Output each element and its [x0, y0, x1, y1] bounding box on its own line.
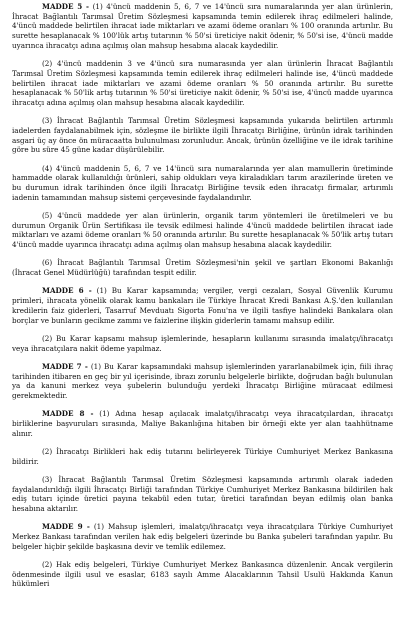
- paragraph-text: (2) 4'üncü maddenin 3 ve 4'üncü sıra numarasında yer alan ürünlerin İhracat Bağlantılı Tarımsal Üretim Sözleşmesi kapsamında temin edilerek ihraç edilmeleri halinde ise, 4'üncü maddede belirtilen ihracat iade miktarları ve azami ödeme oranları % 50 oranında artırılır. Bu surette hesaplanacak % 50'lik artış tutarının % 50'si üreticiye nakit ödenir, % 50'si ise, 4'üncü madde uyarınca ihracatçı adına açılmış olan mahsup hesabına alacak kaydedilir.: [12, 59, 393, 107]
- paragraph-text: (1) Bu Karar kapsamındaki mahsup işlemlerinden yararlanabilmek için, fiili ihraç tarihinden itibaren en geç bir yıl içerisinde, ibrazı zorunlu belgelerle birlikte, doğrudan bağlı bulunulan ya da kanuni merkez veya şubelerin bulunduğu yerdeki İhracatçı Birliğine müracaat edilmesi gerekmektedir.: [12, 361, 393, 400]
- paragraph-madde-5-5: [12, 211, 393, 250]
- article-heading: MADDE 9 -: [42, 522, 90, 532]
- paragraph-madde-8-2: [12, 447, 393, 466]
- paragraph-madde-9-2: [12, 560, 393, 589]
- paragraph-madde-5-2: [12, 59, 393, 108]
- paragraph-text: (1) Mahsup işlemleri, imalatçı/ihracatçı veya ihracatçılara Türkiye Cumhuriyet Merkez Bankası tarafından verilen hak ediş belgeleri üzerinde bu Banka şubeleri tarafından yapılır. Bu belgeler hiçbir şekilde başkasına devir ve temlik edilemez.: [12, 522, 393, 551]
- paragraph-text: (2) Bu Karar kapsamı mahsup işlemlerinde, hesapların kullanımı sırasında imalatçı/ihracatçı veya ihracatçılara nakit ödeme yapılmaz.: [12, 333, 393, 353]
- article-heading: MADDE 7 -: [42, 361, 88, 371]
- paragraph-text: (3) İhracat Bağlantılı Tarımsal Üretim Sözleşmesi kapsamında yukarıda belirtilen artırımlı iadelerden faydalanabilmek için, sözleşme ile birlikte ilgili İhracatçı Birliğine, ürünün idrak tarihinden asgari üç ay önce ön müracaatta bulunulması zorunludur. Ancak, ürünün özelliğine ve ile idrak tarihine göre bu süre 45 güne kadar düşürülebilir.: [12, 116, 393, 155]
- paragraph-madde-7-1: [12, 362, 393, 401]
- paragraph-madde-6-2: [12, 334, 393, 353]
- paragraph-madde-5-4: [12, 164, 393, 203]
- paragraph-text: (1) Bu Karar kapsamında; vergiler, vergi cezaları, Sosyal Güvenlik Kurumu primleri, ihracata yönelik olarak kamu bankaları ile Türkiye İhracat Kredi Bankası A.Ş.'den kullanılan kredilerin faiz giderleri, Tasarruf Mevduatı Sigorta Fonu'na ve ilgili tasfiye halindeki Bankalara olan borçlar ve bunların gecikme zammı ve faizlerine ilişkin giderlerin tamamı mahsup edilir.: [12, 286, 394, 325]
- paragraph-madde-6-1: [12, 286, 393, 325]
- paragraph-text: (6) İhracat Bağlantılı Tarımsal Üretim Sözleşmesi'nin şekil ve şartları Ekonomi Bakanlığı (İhracat Genel Müdürlüğü) tarafından tespit edilir.: [12, 258, 393, 278]
- paragraph-text: (5) 4'üncü maddede yer alan ürünlerin, organik tarım yöntemleri ile üretilmeleri ve bu durumun Organik Ürün Sertifikası ile tevsik edilmesi halinde 4'üncü maddede belirtilen ihracat iade miktarları ve azami ödeme oranları % 50 oranında artırılır. Bu surette hesaplanacak % 50'lik artış tutarı 4'üncü madde uyarınca ihracatçı adına açılmış olan mahsup hesabına alacak kaydedilir.: [12, 211, 393, 250]
- paragraph-text: (1) Adına hesap açılacak imalatçı/ihracatçı veya ihracatçılardan, ihracatçı birliklerine başvuruları sırasında, Maliye Bakanlığına hitaben bir örneği ekte yer alan taahhütname alınır.: [12, 409, 393, 438]
- article-heading: MADDE 5 -: [42, 2, 90, 11]
- paragraph-madde-8-1: [12, 409, 393, 438]
- article-heading: MADDE 8 -: [42, 409, 94, 419]
- paragraph-madde-8-3: [12, 475, 393, 514]
- paragraph-text: (3) İhracat Bağlantılı Tarımsal Üretim Sözleşmesi kapsamında artırımlı olarak iadeden faydalandırıldığı ilgili İhracatçı Birliği tarafından Türkiye Cumhuriyet Merkez Bankasına bildirilen hak ediş tutarı içinde üretici payına tekabül eden tutar, üretici tarafından beyan edilmiş olan banka hesabına aktarılır.: [12, 474, 393, 514]
- article-heading: MADDE 6 -: [42, 286, 92, 296]
- paragraph-madde-9-1: [12, 522, 393, 551]
- paragraph-madde-5-6: [12, 258, 393, 277]
- paragraph-text: (4) 4'üncü maddenin 5, 6, 7 ve 14'üncü sıra numaralarında yer alan mamullerin üretiminde hammadde olarak kullanıldığı ürünleri, sahip oldukları veya kiraladıkları tarım arazilerinde üreten ve bu durumun idrak tarihinden önce ilgili İhracatçı Birliğine tevsik eden ihracatçı firmalar, artırımlı iadenin tamamından mahsup sistemi çerçevesinde faydalandırılır.: [12, 163, 393, 202]
- paragraph-madde-5-1: [12, 2, 393, 51]
- paragraph-text: (2) Hak ediş belgeleri, Türkiye Cumhuriyet Merkez Bankasınca düzenlenir. Ancak vergilerin ödenmesinde ilgili usul ve esaslar, 6183 sayılı Amme Alacaklarının Tahsil Usulü Hakkında Kanun hükümleri: [12, 560, 393, 589]
- paragraph-text: (2) İhracatçı Birlikleri hak ediş tutarını belirleyerek Türkiye Cumhuriyet Merkez Bankasına bildirir.: [12, 446, 393, 466]
- paragraph-madde-5-3: [12, 116, 393, 155]
- paragraph-text: (1) 4'üncü maddenin 5, 6, 7 ve 14'üncü sıra numaralarında yer alan ürünlerin, İhracat Bağlantılı Tarımsal Üretim Sözleşmesi kapsamında temin edilerek ihraç edilmeleri halinde, 4'üncü maddede belirtilen ihracat iade miktarları ve azami ödeme oranları % 100 oranında artırılır. Bu surette hesaplanacak % 100'lük artış tutarının % 50'si üreticiye nakit ödenir, % 50'si ise, 4'üncü madde uyarınca ihracatçı adına açılmış olan mahsup hesabına alacak kaydedilir.: [12, 2, 393, 50]
